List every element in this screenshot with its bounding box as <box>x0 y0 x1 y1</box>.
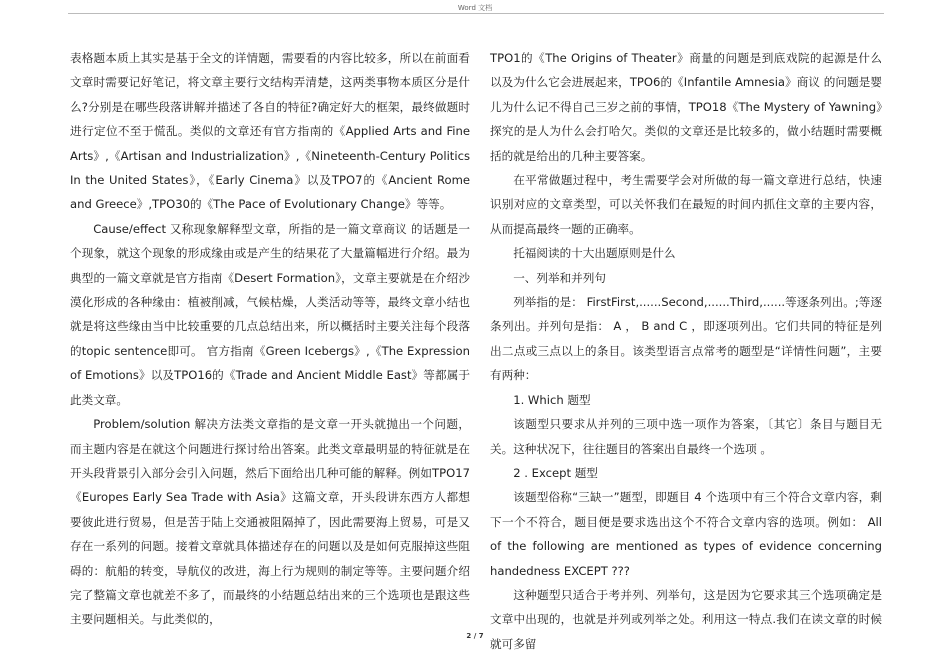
subheading: 2 . Except 题型 <box>513 465 598 480</box>
paragraph: 在平常做题过程中，考生需要学会对所做的每一篇文章进行总结，快速识别对应的文章类型，可以关怀我们在最短的时间内抓住文章的主要内容，从而提高最终一题的正确率。 <box>490 173 882 236</box>
paragraph: 该题型只要求从并列的三项中选一项作为答案，〔其它〕条目与题目无关。这种状况下，往往题目的答案出自最终一个选项 。 <box>490 417 882 456</box>
paragraph: Problem/solution 解决方法类文章指的是文章一开头就抛出一个问题，而主题内容是在就这个问题进行探讨给出答案。此类文章最明显的特征就是在开头段背景引入部分会引入问题，然后下面给出几种可能的解释。例如TPO17《Europes Early Sea Trade with Asia》这篇文章，开头段讲东西方人都想要彼此进行贸易，但是苦于陆上交通被阻隔掉了，因此需要海上贸易，可是又存在一系列的问题。接着文章就具体描述存在的问题以及是如何克服掉这些阻碍的：航船的转变，导航仪的改进，海上行为规则的制定等等。主要问题介绍完了整篇文章也就差不多了，而最终的小结题总结出来的三个选项也是跟这些主要问题相关。与此类似的， <box>70 417 470 627</box>
left-column <box>70 46 470 632</box>
header-divider <box>68 13 884 14</box>
paragraph: 该题型俗称“三缺一”题型，即题目 4 个选项中有三个符合文章内容，剩下一个不符合，题目便是要求选出这个不符合文章内容的选项。例如： All of the following are mentioned as types of evidence concerning handedness EXCEPT ??? <box>490 490 882 578</box>
section-heading: 一、列举和并列句 <box>513 270 606 285</box>
page-header <box>0 0 950 14</box>
paragraph: 这种题型只适合于考并列、列举句，这是因为它要求其三个选项确定是文章中出现的，也就是并列或列举之处。利用这一特点.我们在读文章的时候就可多留 <box>490 587 882 651</box>
section-heading: 托福阅读的十大出题原则是什么 <box>513 246 676 261</box>
subheading: 1. Which 题型 <box>513 392 591 407</box>
paragraph: Cause/effect 又称现象解释型文章，所指的是一篇文章商议 的话题是一个现象，就这个现象的形成缘由或是产生的结果花了大量篇幅进行介绍。最为典型的一篇文章就是官方指南《Desert Formation》，文章主要就是在介绍沙漠化形成的各种缘由：植被削减，气候枯燥，人类活动等等，最终文章小结也就是将这些缘由当中比较重要的几点总结出来，所以概括时主要关注每个段落的topic sentence即可。 官方指南《Green Icebergs》,《The Expression of Emotions》以及TPO16的《Trade and Ancient Middle East》等都属于此类文章。 <box>70 221 470 407</box>
paragraph: 列举指的是： FirstFirst,......Second,......Third,......等逐条列出。;等逐条列出。并列句是指： A ， B and C ，即逐项列出。它们共同的特征是列出二点或三点以上的条目。该类型语言点常考的题型是“详情性问题”，主要有两种： <box>490 295 882 383</box>
page-number: 2 / 7 <box>466 632 484 640</box>
paragraph: TPO1的《The Origins of Theater》商量的问题是到底戏院的起源是什么以及为什么它会进展起来，TPO6的《Infantile Amnesia》商议 的问题是婴儿为什么记不得自己三岁之前的事情，TPO18《The Mystery of Yawning》探究的是人为什么会打哈欠。类似的文章还是比较多的，做小结题时需要概括的就是给出的几种主要答案。 <box>490 51 882 163</box>
right-column <box>490 46 882 656</box>
paragraph: 表格题本质上其实是基于全文的详情题，需要看的内容比较多，所以在前面看文章时需要记好笔记，将文章主要行文结构弄清楚，这两类事物本质区分是什么?分别是在哪些段落讲解并描述了各自的特征?确定好大的框架，最终做题时进行定位不至于慌乱。类似的文章还有官方指南的《Applied Arts and Fine Arts》,《Artisan and Industrialization》,《Nineteenth-Century Politics In the United States》，《Early Cinema》以及TPO7的《Ancient Rome and Greece》,TPO30的《The Pace of Evolutionary Change》等等。 <box>70 51 470 212</box>
header-title: Word 文档 <box>457 4 493 12</box>
